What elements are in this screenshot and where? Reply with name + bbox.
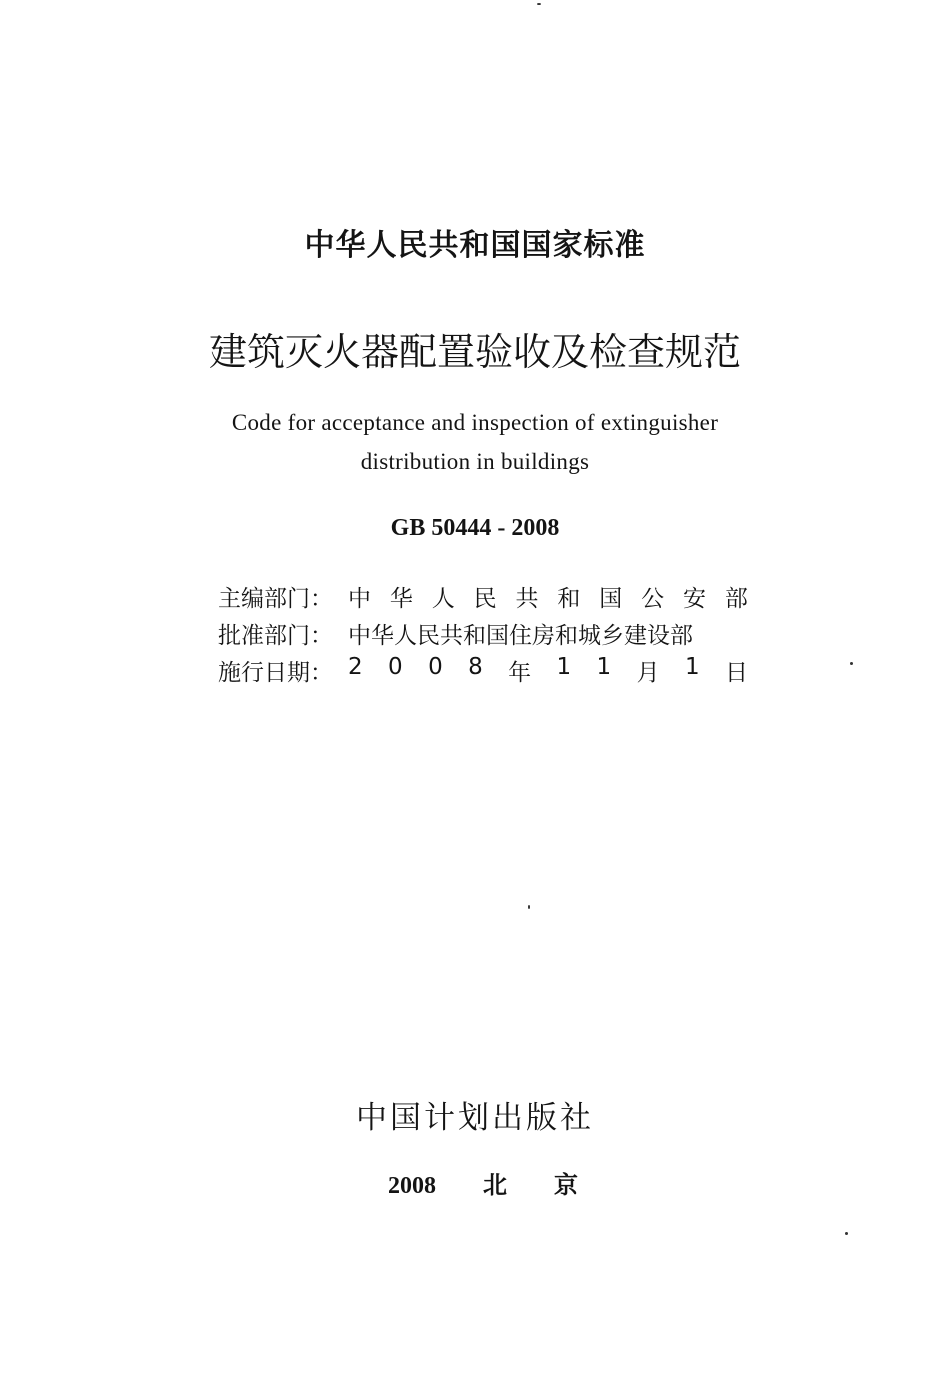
editor-char: 部: [724, 586, 748, 612]
editor-char: 国: [599, 586, 623, 612]
effective-date-row: [218, 652, 748, 689]
date-char: 日: [725, 660, 748, 686]
scan-speck: [845, 1232, 848, 1235]
date-char: 0: [428, 654, 443, 680]
editor-char: 中: [348, 586, 371, 612]
editor-char: 人: [431, 586, 455, 612]
date-char: 1: [556, 654, 572, 680]
effective-date-value: [348, 654, 748, 687]
editor-row: [218, 578, 748, 615]
editor-char: 民: [473, 586, 497, 612]
approver-row: [218, 615, 748, 652]
document-title-english-line-2: distribution in buildings: [360, 449, 590, 474]
date-char: 年: [508, 660, 532, 686]
editor-char: 共: [515, 586, 539, 612]
series-title: 中华人民共和国国家标准: [304, 228, 646, 263]
scan-speck: [537, 3, 541, 5]
publish-year: 2008: [388, 1173, 436, 1199]
standard-number: GB 50444 - 2008: [390, 515, 560, 541]
date-char: 8: [468, 654, 483, 680]
publisher-name: 中国计划出版社: [356, 1100, 594, 1136]
date-char: 1: [684, 654, 700, 680]
date-char: 0: [388, 654, 403, 680]
scan-speck: [528, 905, 530, 909]
editor-char: 华: [389, 586, 413, 612]
editor-label: 主编部门：: [218, 586, 333, 612]
approver-label: 批准部门：: [218, 623, 333, 649]
document-title-english-line-1: Code for acceptance and inspection of extinguisher: [231, 410, 719, 435]
publication-place: [388, 1170, 578, 1202]
publish-city-char: 北: [483, 1173, 507, 1199]
editor-char: 安: [683, 586, 706, 612]
date-char: 月: [636, 660, 660, 686]
date-char: 1: [596, 654, 612, 680]
editor-char: 和: [557, 586, 581, 612]
document-title-chinese: 建筑灭火器配置验收及检查规范: [208, 330, 741, 374]
document-metadata: [218, 578, 748, 689]
publish-city-char: 京: [554, 1173, 578, 1199]
editor-char: 公: [641, 586, 665, 612]
effective-date-label: 施行日期：: [218, 660, 333, 686]
editor-value: [348, 580, 748, 613]
scan-speck: [850, 662, 853, 665]
approver-value: 中华人民共和国住房和城乡建设部: [348, 623, 693, 649]
date-char: 2: [348, 654, 363, 680]
